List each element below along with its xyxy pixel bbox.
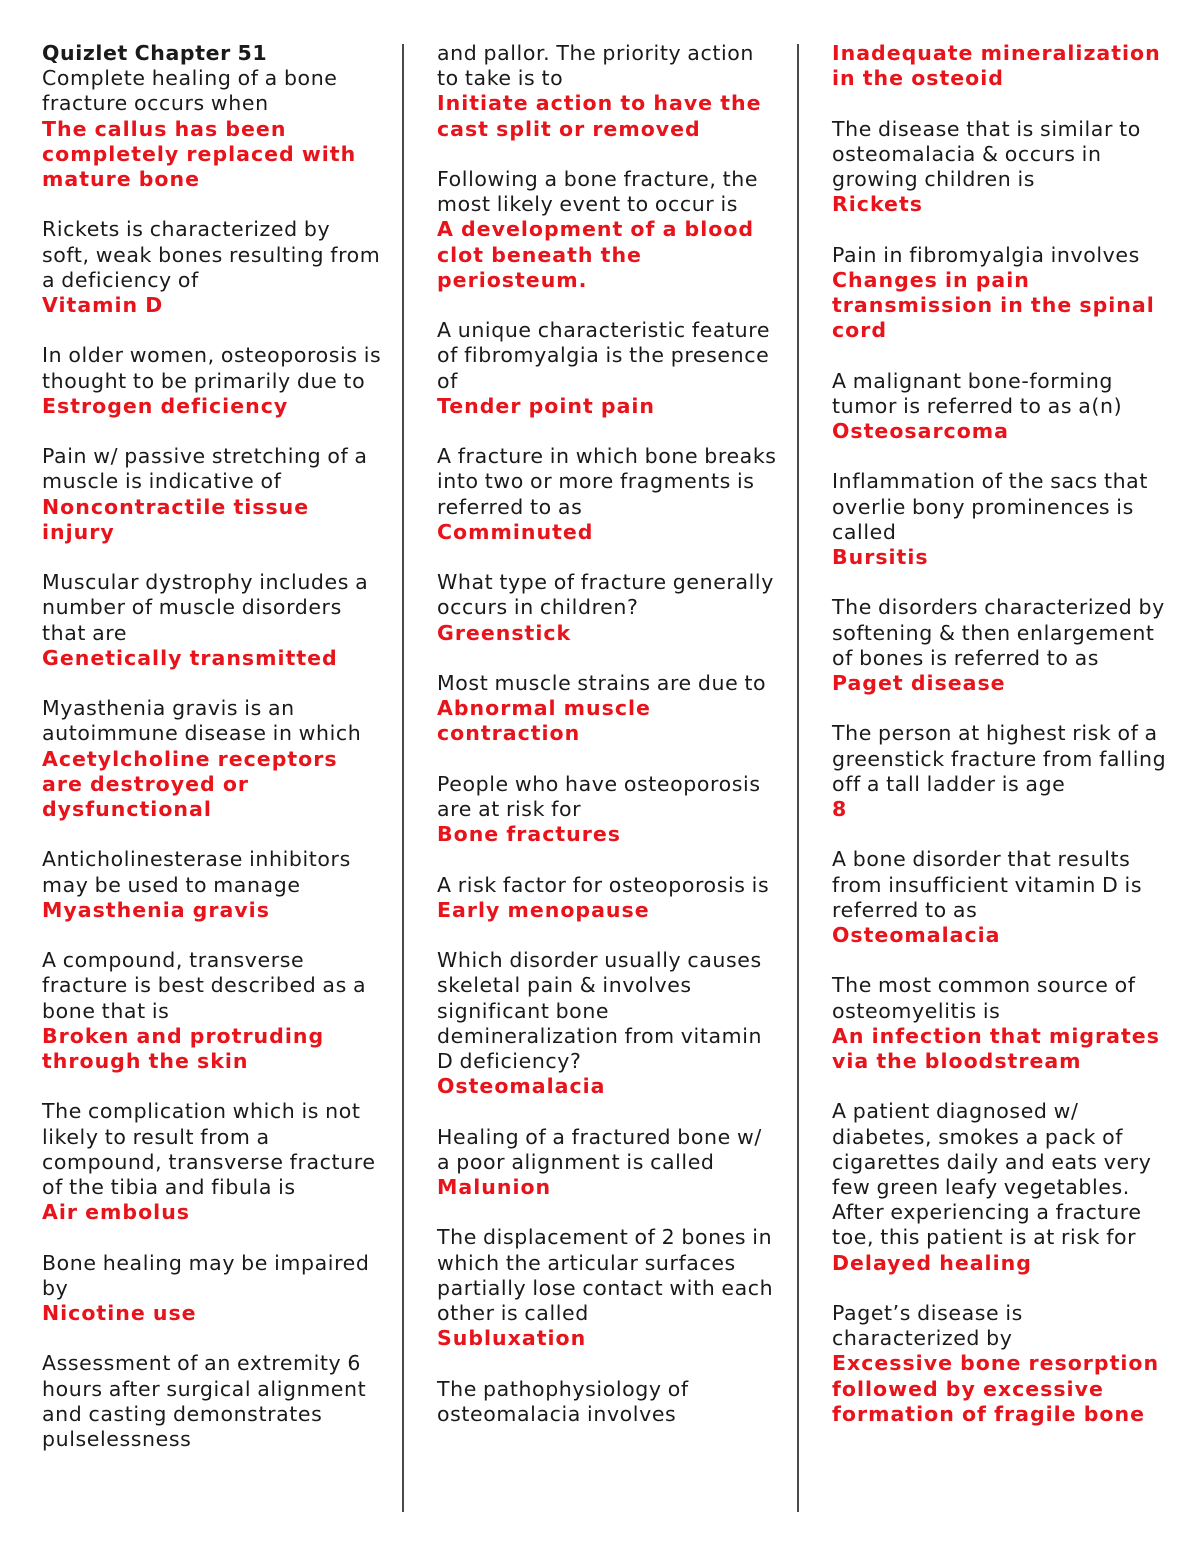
flashcard-question: A unique characteristic feature of fibromyalgia is the presence of [437,318,771,393]
column-3-cards [832,41,1172,1427]
flashcard-question: Muscular dystrophy includes a number of muscle disorders that are [42,570,369,645]
flashcard-answer: Greenstick [437,620,572,645]
flashcard-answer: Initiate action to have the cast split or removed [437,91,762,141]
flashcard [437,41,779,142]
flashcard [832,847,1172,948]
column-2 [437,41,779,1452]
flashcard [42,696,382,822]
flashcard-answer: 8 [832,797,848,821]
flashcard-answer: Osteosarcoma [832,419,1009,443]
flashcard-answer: Excessive bone resorption followed by excessive formation of fragile bone [832,1351,1160,1426]
flashcard-answer: Bone fractures [437,822,621,847]
flashcard-answer: Estrogen deficiency [42,393,289,418]
column-2-cards [437,41,779,1427]
flashcard [437,873,779,923]
flashcard [42,66,382,192]
flashcard [437,948,779,1099]
flashcard-question: and pallor. The priority action to take is to [437,41,755,91]
flashcard [437,1377,779,1427]
flashcard-question: What type of fracture generally occurs in children? [437,570,774,620]
flashcard-question: Myasthenia gravis is an autoimmune disease in which [42,696,362,746]
column-3 [832,41,1172,1452]
flashcard [42,847,382,923]
flashcard-answer: Comminuted [437,519,594,544]
flashcard [832,1301,1172,1427]
flashcard-question: The displacement of 2 bones in which the articular surfaces partially lose contact with each other is called [437,1225,774,1325]
flashcard-question: A risk factor for osteoporosis is [437,872,770,897]
flashcard-answer: Broken and protruding through the skin [42,1023,325,1074]
flashcard-answer: Changes in pain transmission in the spinal cord [832,267,1155,343]
flashcard [42,570,382,671]
flashcard-question: Rickets is characterized by soft, weak bones resulting from a deficiency of [42,217,381,292]
flashcard-answer: Delayed healing [832,1250,1032,1275]
flashcard-answer: Subluxation [437,1326,587,1351]
flashcard-answer: An infection that migrates via the bloodstream [832,1023,1160,1073]
flashcard [437,1225,779,1351]
flashcard [832,243,1172,344]
flashcard [42,1099,382,1225]
flashcard [42,444,382,545]
flashcard-question: A malignant bone-forming tumor is referred to as a(n) [832,368,1123,418]
flashcard [437,570,779,646]
flashcard-question: Most muscle strains are due to [437,671,767,695]
flashcard [832,469,1172,570]
flashcard-question: Anticholinesterase inhibitors may be used to manage [42,847,351,897]
flashcard-question: A patient diagnosed w/ diabetes, smokes a pack of cigarettes daily and eats very few green leafy vegetables. After experiencing a fracture toe, this patient is at risk for [832,1099,1152,1250]
flashcard [832,41,1172,91]
flashcard-answer: The callus has been completely replaced with mature bone [42,116,357,192]
flashcard [437,772,779,848]
flashcard-question: People who have osteoporosis are at risk for [437,771,761,821]
flashcard-answer: Bursitis [832,545,929,569]
flashcard-question: Pain w/ passive stretching of a muscle is indicative of [42,444,368,494]
flashcard-question: Bone healing may be impaired by [42,1250,370,1300]
flashcard [437,1125,779,1201]
flashcard-answer: Nicotine use [42,1301,197,1326]
flashcard-answer: Malunion [437,1175,552,1199]
flashcard-answer: Acetylcholine receptors are destroyed or dysfunctional [42,746,338,822]
column-1 [42,41,382,1477]
flashcard [832,595,1172,696]
flashcard-answer: Noncontractile tissue injury [42,494,310,544]
column-divider-2 [797,44,799,1512]
flashcard-question: Following a bone fracture, the most likely event to occur is [437,167,759,217]
flashcard-question: A bone disorder that results from insufficient vitamin D is referred to as [832,847,1143,922]
flashcard-question: Assessment of an extremity 6 hours after surgical alignment and casting demonstrates pulselessness [42,1351,367,1452]
flashcard [437,318,779,419]
document-title: Quizlet Chapter 51 [42,41,268,65]
flashcard [42,217,382,318]
flashcard-question: The disorders characterized by softening & then enlargement of bones is referred to as [832,595,1165,670]
flashcard-question: The most common source of osteomyelitis is [832,973,1136,1023]
flashcard-question: Healing of a fractured bone w/ a poor alignment is called [437,1124,762,1174]
flashcard [42,948,382,1074]
flashcard-question: Complete healing of a bone fracture occurs when [42,66,338,116]
flashcard-answer: Vitamin D [42,293,164,318]
flashcard-question: The complication which is not likely to result from a compound, transverse fracture of the tibia and fibula is [42,1099,376,1200]
flashcard [832,369,1172,445]
flashcard [42,1351,382,1452]
flashcard [42,343,382,419]
flashcard [832,117,1172,218]
flashcard-answer: Osteomalacia [437,1074,606,1099]
flashcard [437,167,779,293]
flashcard-answer: Myasthenia gravis [42,897,270,922]
flashcard [437,444,779,545]
flashcard [832,1099,1172,1275]
column-divider-1 [402,44,404,1512]
flashcard-question: In older women, osteoporosis is thought to be primarily due to [42,343,382,393]
column-1-cards [42,66,382,1452]
flashcard-answer: Rickets [832,192,923,217]
flashcard-question: The disease that is similar to osteomalacia & occurs in growing children is [832,116,1141,191]
flashcard-answer: Tender point pain [437,393,656,418]
flashcard-answer: Abnormal muscle contraction [437,696,651,746]
flashcard-answer: Paget disease [832,671,1006,695]
flashcard-question: The person at highest risk of a greenstick fracture from falling off a tall ladder is age [832,721,1167,796]
flashcard-answer: A development of a blood clot beneath the periosteum. [437,217,755,292]
flashcard-question: Paget’s disease is characterized by [832,1301,1023,1351]
flashcard-question: A fracture in which bone breaks into two or more fragments is referred to as [437,444,777,519]
flashcard-answer: Osteomalacia [832,923,1001,947]
flashcard-answer: Genetically transmitted [42,645,338,670]
flashcard-question: Which disorder usually causes skeletal pain & involves significant bone demineralization from vitamin D deficiency? [437,948,763,1073]
flashcard [832,721,1172,822]
flashcard [42,1251,382,1327]
flashcard-question: A compound, transverse fracture is best described as a bone that is [42,948,367,1023]
flashcard [437,671,779,747]
flashcard-answer: Early menopause [437,897,650,922]
flashcard [832,973,1172,1074]
flashcard-question: Inflammation of the sacs that overlie bony prominences is called [832,469,1148,544]
flashcard-answer: Inadequate mineralization in the osteoid [832,41,1161,91]
flashcard-question: Pain in fibromyalgia involves [832,242,1140,267]
flashcard-question: The pathophysiology of osteomalacia involves [437,1376,689,1426]
flashcard-answer: Air embolus [42,1200,190,1225]
